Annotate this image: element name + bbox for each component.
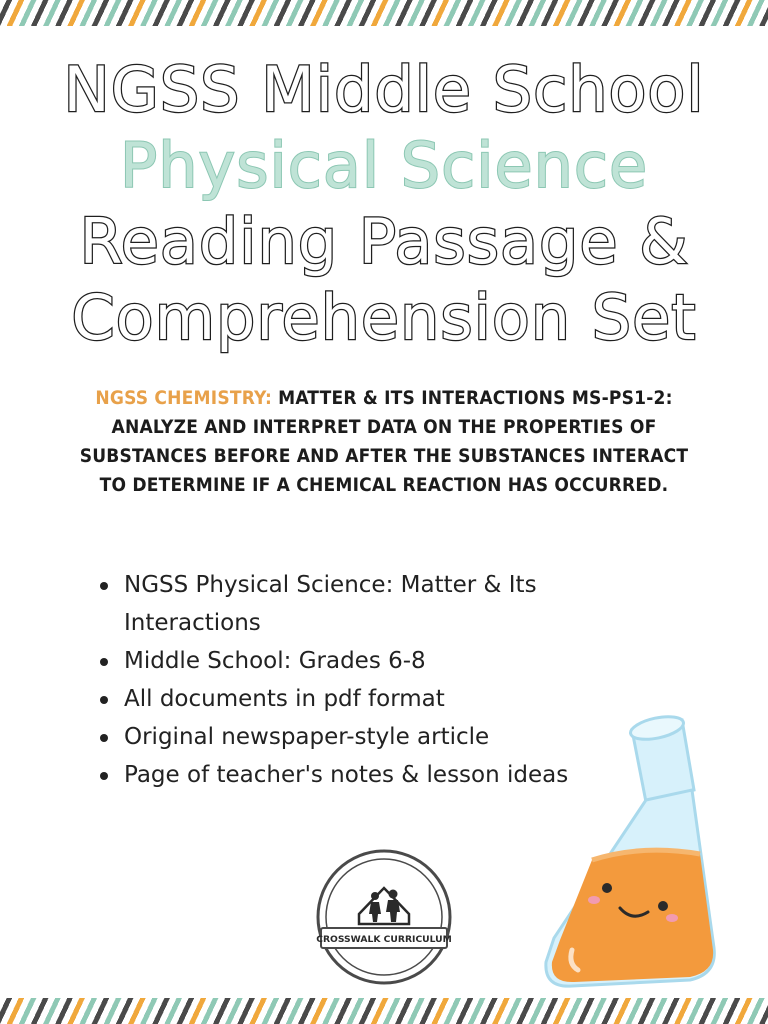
standard-text: MATTER & ITS INTERACTIONS MS-PS1-2: ANALYZE AND INTERPRET DATA ON THE PROPERTIES OF SUBSTANCES BEFORE AND AFTER THE SUBSTANCES INTERACT TO DETERMINE IF A CHEMICAL REACTION HAS OCCURRED. bbox=[79, 387, 689, 496]
title-line-2: Physical Science bbox=[119, 129, 649, 202]
page-title bbox=[0, 52, 768, 356]
title-line-4: Comprehension Set bbox=[71, 281, 697, 354]
bottom-stripe-border bbox=[0, 998, 768, 1024]
list-item: NGSS Physical Science: Matter & Its Interactions bbox=[98, 566, 618, 642]
list-item: Page of teacher's notes & lesson ideas bbox=[98, 756, 618, 794]
standard-label: NGSS CHEMISTRY: bbox=[95, 387, 272, 409]
logo-text: CROSSWALK CURRICULUM bbox=[316, 934, 452, 945]
list-item: Middle School: Grades 6-8 bbox=[98, 642, 618, 680]
list-item: Original newspaper-style article bbox=[98, 718, 618, 756]
standard-description bbox=[70, 384, 698, 500]
title-line-1: NGSS Middle School bbox=[63, 53, 705, 126]
top-stripe-border bbox=[0, 0, 768, 26]
title-line-3: Reading Passage & bbox=[79, 205, 689, 278]
crosswalk-curriculum-logo bbox=[315, 848, 453, 986]
list-item: All documents in pdf format bbox=[98, 680, 618, 718]
smiling-flask-icon bbox=[532, 712, 722, 992]
